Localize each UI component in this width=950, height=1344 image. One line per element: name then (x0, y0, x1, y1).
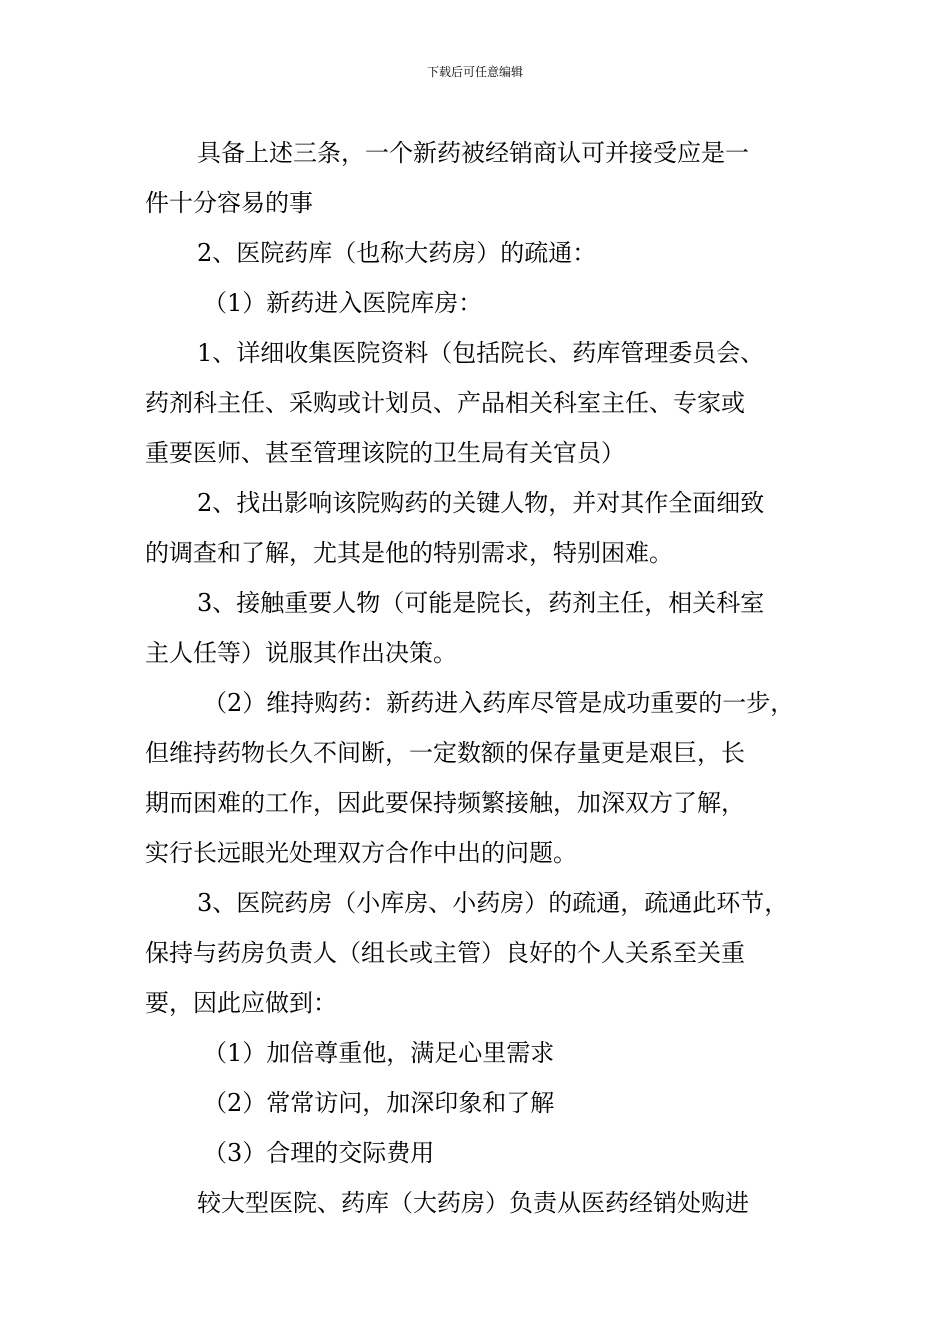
list-item (145, 1078, 825, 1128)
text-line: 期而困难的工作，因此要保持频繁接触，加深双方了解， (145, 789, 745, 817)
text-line: 3、医院药房（小库房、小药房）的疏通，疏通此环节， (197, 889, 789, 917)
text-line: （3）合理的交际费用 (203, 1139, 435, 1167)
paragraph (145, 478, 825, 578)
text-line: （1）加倍尊重他，满足心里需求 (203, 1039, 555, 1067)
text-line: 重要医师、甚至管理该院的卫生局有关官员） (145, 439, 625, 467)
text-line: （1）新药进入医院库房： (203, 289, 483, 317)
text-line: 2、医院药库（也称大药房）的疏通： (197, 239, 597, 267)
text-line: （2）常常访问，加深印象和了解 (203, 1089, 555, 1117)
paragraph (145, 1178, 825, 1228)
text-line: 1、详细收集医院资料（包括院长、药库管理委员会、 (197, 339, 765, 367)
text-line: 的调查和了解，尤其是他的特别需求，特别困难。 (145, 539, 673, 567)
section-heading (145, 228, 825, 278)
paragraph (145, 128, 825, 228)
document-body (145, 128, 825, 1228)
text-line: 但维持药物长久不间断，一定数额的保存量更是艰巨，长 (145, 739, 745, 767)
paragraph (145, 328, 825, 478)
paragraph (145, 678, 825, 878)
text-line: 2、找出影响该院购药的关键人物，并对其作全面细致 (197, 489, 765, 517)
text-line: 件十分容易的事 (145, 189, 313, 217)
text-line: 药剂科主任、采购或计划员、产品相关科室主任、专家或 (145, 389, 745, 417)
text-line: 具备上述三条，一个新药被经销商认可并接受应是一 (197, 139, 749, 167)
list-item (145, 1028, 825, 1078)
page-header: 下载后可任意编辑 (426, 65, 523, 79)
text-line: 3、接触重要人物（可能是院长，药剂主任，相关科室 (197, 589, 765, 617)
text-line: 保持与药房负责人（组长或主管）良好的个人关系至关重 (145, 939, 745, 967)
text-line: 要，因此应做到： (145, 989, 337, 1017)
text-line: 实行长远眼光处理双方合作中出的问题。 (145, 839, 577, 867)
text-line: 主人任等）说服其作出决策。 (145, 639, 457, 667)
paragraph (145, 578, 825, 678)
list-item (145, 1128, 825, 1178)
text-line: 较大型医院、药库（大药房）负责从医药经销处购进 (197, 1189, 749, 1217)
subsection-heading (145, 278, 825, 328)
text-line: （2）维持购药：新药进入药库尽管是成功重要的一步， (203, 689, 795, 717)
paragraph (145, 878, 825, 1028)
